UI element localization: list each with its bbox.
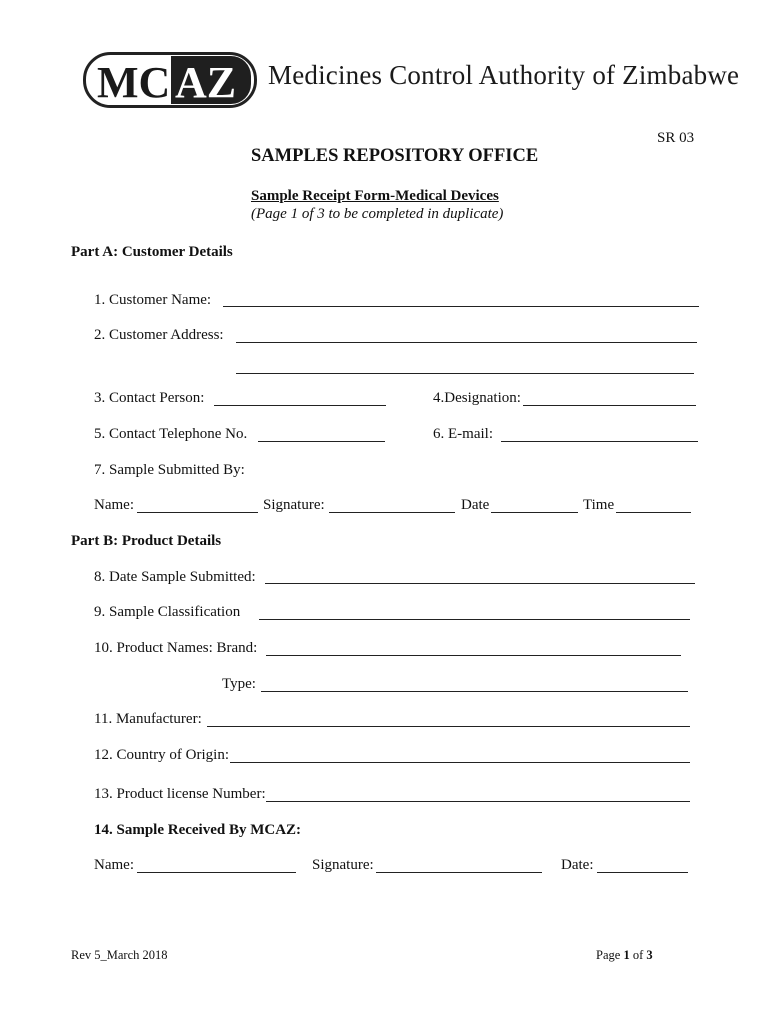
manufacturer-label: 11. Manufacturer: [94,711,202,727]
page-of: of [632,948,644,962]
country-of-origin-label: 12. Country of Origin: [94,747,229,763]
sample-classification-field[interactable] [259,619,690,620]
submitter-date-label: Date [461,497,490,513]
product-brand-field[interactable] [266,655,681,656]
form-instruction: (Page 1 of 3 to be completed in duplicate) [251,206,504,222]
receiver-name-field[interactable] [137,872,296,873]
date-sample-submitted-label: 8. Date Sample Submitted: [94,569,256,585]
submitter-time-field[interactable] [616,512,691,513]
submitter-signature-label: Signature: [263,497,325,513]
contact-person-field[interactable] [214,405,386,406]
form-code: SR 03 [657,130,695,146]
customer-address-label: 2. Customer Address: [94,327,224,343]
mcaz-logo [83,52,257,108]
revision-label: Rev 5_March 2018 [71,948,168,962]
customer-address-field-line2[interactable] [236,373,694,374]
page-total: 3 [646,948,653,962]
manufacturer-field[interactable] [207,726,690,727]
submitter-signature-field[interactable] [329,512,455,513]
sample-submitted-by-label: 7. Sample Submitted By: [94,462,245,478]
product-brand-label: 10. Product Names: Brand: [94,640,258,656]
svg-text:AZ: AZ [175,58,237,107]
receiver-date-field[interactable] [597,872,688,873]
receiver-signature-field[interactable] [376,872,542,873]
product-license-number-label: 13. Product license Number: [94,786,266,802]
customer-address-field[interactable] [236,342,697,343]
receiver-name-label: Name: [94,857,134,873]
contact-person-label: 3. Contact Person: [94,390,205,406]
country-of-origin-field[interactable] [230,762,690,763]
submitter-name-field[interactable] [137,512,258,513]
contact-telephone-field[interactable] [258,441,385,442]
organization-name: Medicines Control Authority of Zimbabwe [268,60,740,90]
page-current: 1 [623,948,630,962]
part-a-heading: Part A: Customer Details [71,244,233,260]
submitter-time-label: Time [583,497,615,513]
receiver-date-label: Date: [561,857,594,873]
customer-name-label: 1. Customer Name: [94,292,212,308]
sample-classification-label: 9. Sample Classification [94,604,241,620]
page-title: SAMPLES REPOSITORY OFFICE [251,146,539,166]
designation-label: 4.Designation: [433,390,521,406]
submitter-name-label: Name: [94,497,134,513]
svg-text:MC: MC [97,58,171,107]
product-type-field[interactable] [261,691,688,692]
form-subtitle: Sample Receipt Form-Medical Devices [251,188,499,204]
mcaz-logo-graphic [83,52,257,108]
submitter-date-field[interactable] [491,512,578,513]
email-field[interactable] [501,441,698,442]
contact-telephone-label: 5. Contact Telephone No. [94,426,248,442]
page-prefix: Page [596,948,621,962]
sample-received-by-label: 14. Sample Received By MCAZ: [94,822,302,838]
date-sample-submitted-field[interactable] [265,583,695,584]
customer-name-field[interactable] [223,306,699,307]
part-b-heading: Part B: Product Details [71,533,222,549]
email-label: 6. E-mail: [433,426,493,442]
product-license-number-field[interactable] [266,801,690,802]
receiver-signature-label: Signature: [312,857,374,873]
page-number [596,948,653,963]
designation-field[interactable] [523,405,696,406]
product-type-label: Type: [222,676,256,692]
